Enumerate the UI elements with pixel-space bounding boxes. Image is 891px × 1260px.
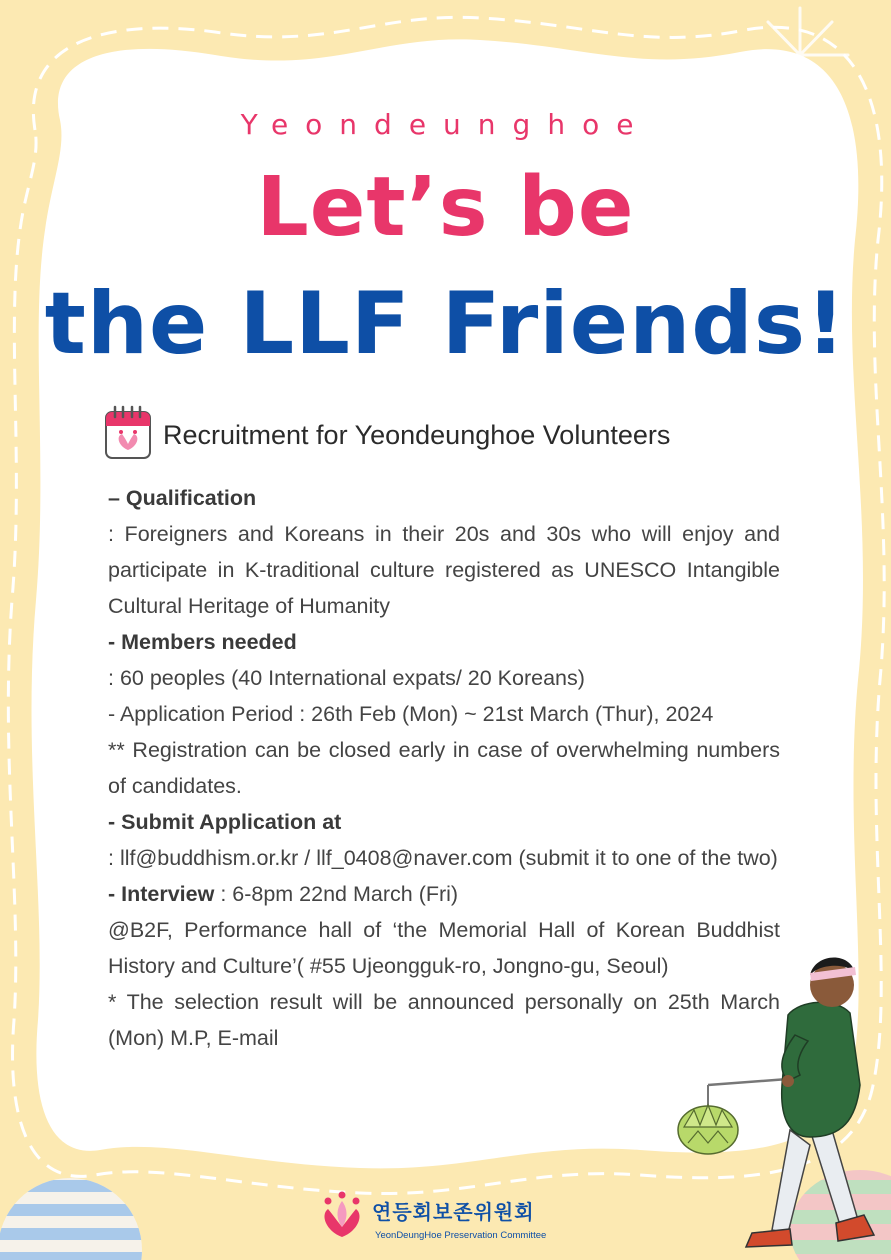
striped-ball-decoration bbox=[0, 1178, 150, 1260]
headline-line-1: Let’s be bbox=[256, 160, 635, 255]
organization-name-english: YeonDeungHoe Preservation Committee bbox=[375, 1230, 547, 1241]
interview-text: : 6-8pm 22nd March (Fri) bbox=[214, 882, 459, 906]
submit-heading: - Submit Application at bbox=[108, 810, 342, 834]
interview-heading: - Interview bbox=[108, 882, 215, 906]
eyebrow-title: Yeondeunghoe bbox=[240, 108, 651, 141]
interview-location: @B2F, Performance hall of ‘the Memorial Hall of Korean Buddhist History and Culture’( #55 Ujeongguk-ro, Jongno-gu, Seoul) bbox=[108, 918, 780, 978]
subtitle: Recruitment for Yeondeunghoe Volunteers bbox=[163, 420, 671, 450]
qualification-heading: – Qualification bbox=[108, 486, 257, 510]
calendar-lotus-icon bbox=[104, 404, 152, 460]
selection-note: * The selection result will be announced personally on 25th March (Mon) M.P, E-mail bbox=[108, 990, 780, 1050]
organization-name-korean: 연등회보존위원회 bbox=[372, 1200, 535, 1224]
lantern-icon bbox=[678, 1105, 738, 1154]
application-period: - Application Period : 26th Feb (Mon) ~ 21st March (Thur), 2024 bbox=[108, 702, 714, 726]
interview-line bbox=[108, 876, 780, 912]
headline-line-2: the LLF Friends! bbox=[44, 274, 847, 374]
members-heading: - Members needed bbox=[108, 630, 297, 654]
early-close-note: ** Registration can be closed early in case of overwhelming numbers of candidates. bbox=[108, 738, 780, 798]
qualification-text: : Foreigners and Koreans in their 20s and 30s who will enjoy and participate in K-traditional culture registered as UNESCO Intangible Cultural Heritage of Humanity bbox=[108, 522, 780, 618]
person-with-lantern-illustration bbox=[660, 945, 891, 1260]
organization-logo-icon bbox=[316, 1191, 368, 1241]
submit-text: : llf@buddhism.or.kr / llf_0408@naver.com (submit it to one of the two) bbox=[108, 846, 778, 870]
members-text: : 60 peoples (40 International expats/ 20 Koreans) bbox=[108, 666, 585, 690]
